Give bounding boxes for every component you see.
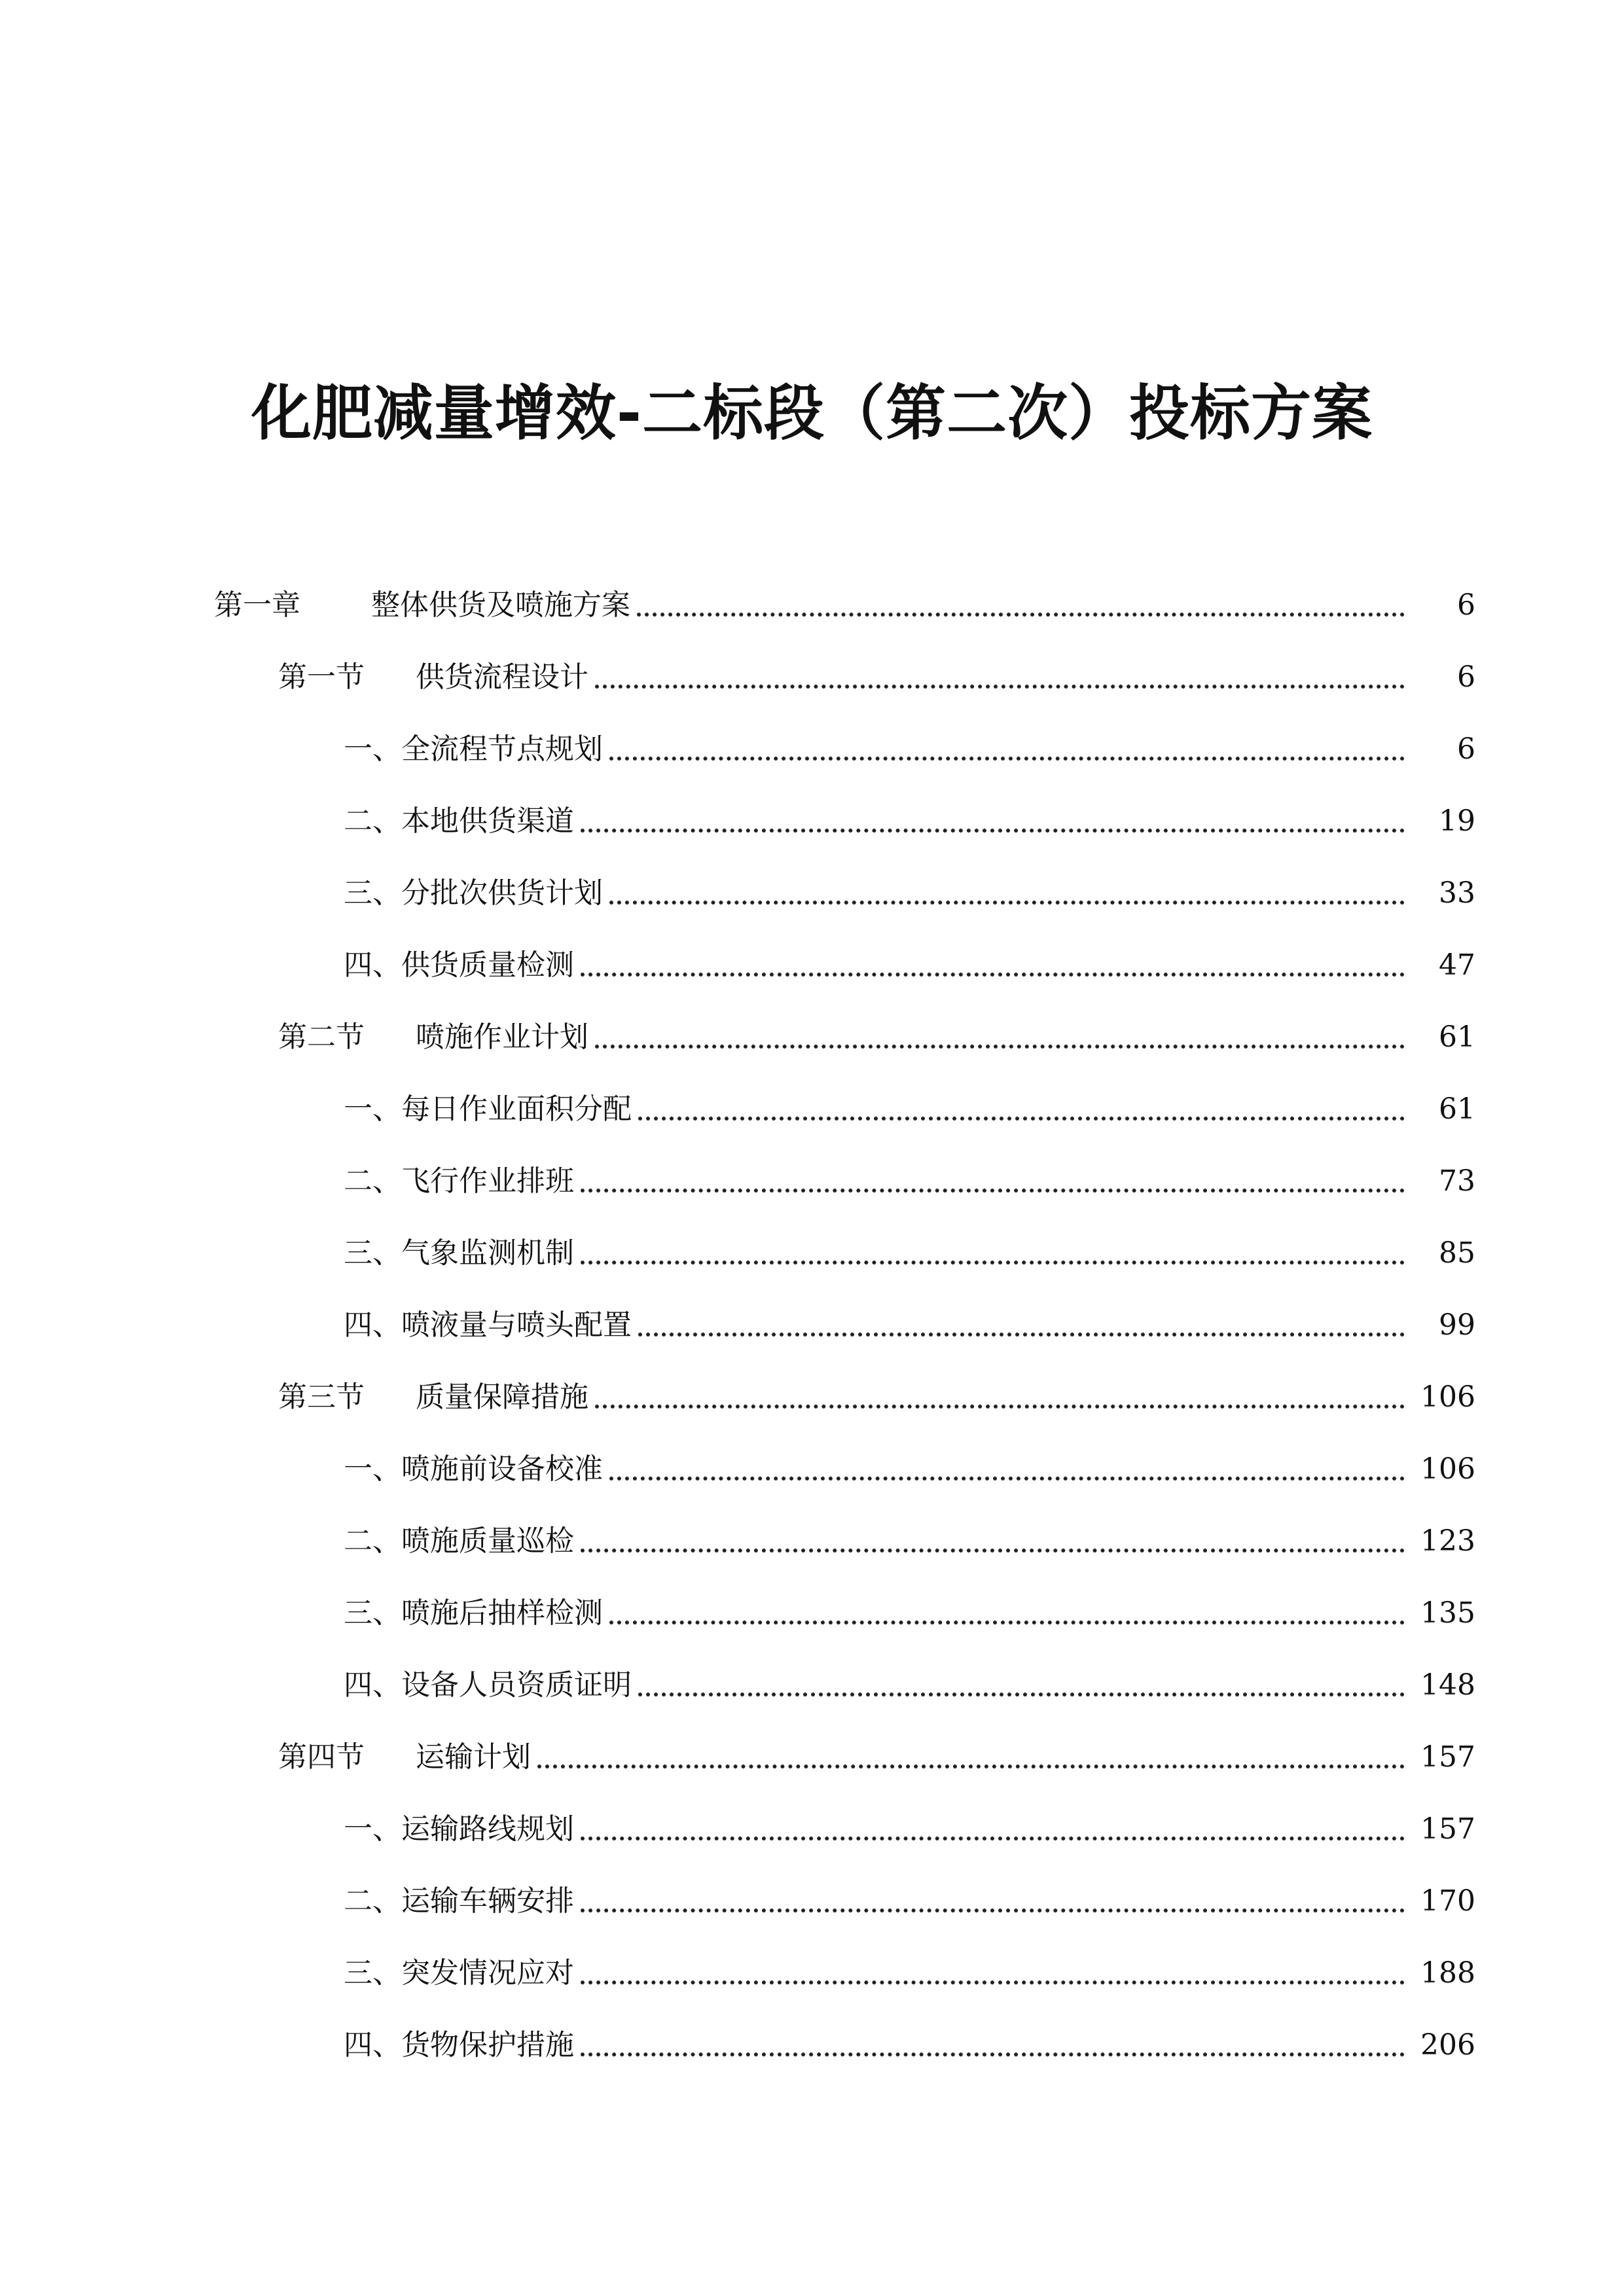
toc-entry-title — [344, 2026, 574, 2065]
toc-entry-number: 一、 — [344, 1452, 401, 1486]
toc-entry-section-2[interactable] — [0, 1001, 1624, 1073]
toc-entry-label: 飞行作业排班 — [401, 1164, 574, 1198]
toc-entry-number: 四、 — [344, 1308, 401, 1342]
dot-leader — [638, 1693, 1405, 1696]
toc-entry-title — [344, 1882, 574, 1921]
toc-entry-item[interactable] — [0, 1937, 1624, 2009]
toc-entry-number: 第一节 — [278, 660, 365, 694]
toc-entry-title — [344, 1162, 574, 1201]
toc-page-number: 106 — [1420, 1380, 1475, 1414]
toc-entry-label: 喷施质量巡检 — [401, 1524, 574, 1558]
toc-page-number: 106 — [1420, 1452, 1475, 1486]
toc-entry-title — [344, 1954, 574, 1993]
toc-entry-item[interactable] — [0, 1289, 1624, 1361]
toc-entry-label: 运输车辆安排 — [401, 1884, 574, 1918]
toc-entry-item[interactable] — [0, 1433, 1624, 1505]
dot-leader — [581, 1189, 1405, 1193]
toc-entry-title — [344, 874, 603, 913]
toc-entry-item[interactable] — [0, 1145, 1624, 1217]
toc-entry-number: 第三节 — [278, 1380, 365, 1414]
toc-entry-label: 喷液量与喷头配置 — [401, 1308, 632, 1342]
toc-entry-label: 每日作业面积分配 — [401, 1092, 632, 1126]
toc-page-number: 61 — [1439, 1092, 1475, 1126]
dot-leader — [609, 757, 1405, 761]
dot-leader — [581, 1981, 1405, 1984]
toc-entry-label: 本地供货渠道 — [401, 804, 574, 838]
toc-entry-section-4[interactable] — [0, 1721, 1624, 1793]
toc-entry-title — [344, 1090, 632, 1129]
toc-entry-title — [344, 1810, 574, 1849]
toc-page-number: 157 — [1420, 1740, 1475, 1774]
toc-entry-number: 二、 — [344, 804, 401, 838]
toc-entry-title — [344, 730, 603, 769]
toc-entry-number: 一、 — [344, 1812, 401, 1846]
toc-entry-number: 二、 — [344, 1164, 401, 1198]
dot-leader — [581, 2053, 1405, 2056]
dot-leader — [595, 1045, 1405, 1049]
toc-entry-section-1[interactable] — [0, 641, 1624, 713]
toc-entry-title — [344, 1450, 603, 1489]
toc-entry-item[interactable] — [0, 1505, 1624, 1577]
toc-entry-label: 喷施后抽样检测 — [401, 1596, 603, 1630]
toc-entry-title — [278, 658, 588, 697]
page-title: 化肥减量增效-二标段（第二次）投标方案 — [251, 378, 1373, 448]
toc-entry-number: 一、 — [344, 1092, 401, 1126]
toc-page-number: 6 — [1457, 732, 1475, 766]
toc-entry-label: 气象监测机制 — [401, 1236, 574, 1270]
toc-page-number: 33 — [1439, 876, 1475, 910]
toc-page-number: 85 — [1439, 1236, 1475, 1270]
toc-entry-label: 货物保护措施 — [401, 2028, 574, 2062]
toc-entry-item[interactable] — [0, 1577, 1624, 1649]
toc-page-number: 135 — [1420, 1596, 1475, 1630]
toc-entry-item[interactable] — [0, 2009, 1624, 2081]
toc-entry-chapter-1[interactable] — [0, 569, 1624, 641]
toc-page-number: 148 — [1420, 1668, 1475, 1702]
toc-entry-label: 分批次供货计划 — [401, 876, 603, 910]
toc-entry-label: 运输计划 — [416, 1740, 531, 1774]
toc-entry-item[interactable] — [0, 1793, 1624, 1865]
toc-page-number: 6 — [1457, 660, 1475, 694]
dot-leader — [595, 685, 1405, 689]
toc-entry-number: 第一章 — [214, 588, 300, 622]
dot-leader — [581, 1909, 1405, 1912]
toc-page-number: 206 — [1420, 2028, 1475, 2062]
toc-page-number: 157 — [1420, 1812, 1475, 1846]
dot-leader — [581, 1549, 1405, 1552]
toc-entry-item[interactable] — [0, 1217, 1624, 1289]
toc-entry-number: 第二节 — [278, 1020, 365, 1054]
toc-entry-number: 三、 — [344, 1956, 401, 1990]
toc-entry-label: 质量保障措施 — [416, 1380, 588, 1414]
toc-entry-number: 三、 — [344, 1596, 401, 1630]
toc-entry-item[interactable] — [0, 857, 1624, 929]
toc-entry-number: 二、 — [344, 1884, 401, 1918]
toc-entry-label: 整体供货及喷施方案 — [371, 588, 630, 622]
toc-entry-title — [214, 586, 630, 625]
toc-entry-label: 设备人员资质证明 — [401, 1668, 632, 1702]
dot-leader — [581, 1261, 1405, 1265]
toc-entry-label: 喷施作业计划 — [416, 1020, 588, 1054]
dot-leader — [637, 613, 1405, 617]
dot-leader — [581, 973, 1405, 977]
toc-entry-item[interactable] — [0, 1073, 1624, 1145]
dot-leader — [609, 901, 1405, 905]
toc-entry-number: 二、 — [344, 1524, 401, 1558]
toc-entry-title — [344, 802, 574, 841]
toc-entry-item[interactable] — [0, 1865, 1624, 1937]
toc-entry-label: 供货质量检测 — [401, 948, 574, 982]
toc-entry-number: 四、 — [344, 2028, 401, 2062]
toc-page-number: 99 — [1439, 1308, 1475, 1342]
dot-leader — [609, 1477, 1405, 1480]
toc-entry-title — [278, 1378, 588, 1417]
toc-page-number: 47 — [1439, 948, 1475, 982]
toc-entry-section-3[interactable] — [0, 1361, 1624, 1433]
toc-page-number: 188 — [1420, 1956, 1475, 1990]
toc-entry-number: 四、 — [344, 1668, 401, 1702]
toc-entry-title — [278, 1018, 588, 1057]
toc-entry-title — [278, 1738, 531, 1777]
toc-entry-item[interactable] — [0, 1649, 1624, 1721]
toc-page-number: 19 — [1439, 804, 1475, 838]
toc-entry-number: 三、 — [344, 876, 401, 910]
dot-leader — [609, 1621, 1405, 1624]
toc-entry-number: 三、 — [344, 1236, 401, 1270]
toc-entry-number: 一、 — [344, 732, 401, 766]
toc-entry-title — [344, 1666, 632, 1705]
table-of-contents — [0, 569, 1624, 2081]
dot-leader — [638, 1117, 1405, 1121]
toc-page-number: 170 — [1420, 1884, 1475, 1918]
toc-entry-title — [344, 1594, 603, 1633]
toc-page-number: 73 — [1439, 1164, 1475, 1198]
toc-entry-item[interactable] — [0, 713, 1624, 785]
toc-entry-label: 供货流程设计 — [416, 660, 588, 694]
toc-entry-item[interactable] — [0, 785, 1624, 857]
toc-entry-item[interactable] — [0, 929, 1624, 1001]
toc-entry-title — [344, 1522, 574, 1561]
toc-entry-label: 全流程节点规划 — [401, 732, 603, 766]
toc-page-number: 6 — [1457, 588, 1475, 622]
dot-leader — [537, 1765, 1405, 1768]
toc-page-number: 123 — [1420, 1524, 1475, 1558]
dot-leader — [638, 1333, 1405, 1336]
toc-entry-number: 四、 — [344, 948, 401, 982]
toc-entry-label: 运输路线规划 — [401, 1812, 574, 1846]
dot-leader — [595, 1405, 1405, 1408]
toc-entry-number: 第四节 — [278, 1740, 365, 1774]
toc-entry-label: 喷施前设备校准 — [401, 1452, 603, 1486]
dot-leader — [581, 1837, 1405, 1840]
toc-entry-label: 突发情况应对 — [401, 1956, 574, 1990]
dot-leader — [581, 829, 1405, 833]
toc-entry-title — [344, 1306, 632, 1345]
toc-entry-title — [344, 946, 574, 985]
toc-entry-title — [344, 1234, 574, 1273]
toc-page-number: 61 — [1439, 1020, 1475, 1054]
